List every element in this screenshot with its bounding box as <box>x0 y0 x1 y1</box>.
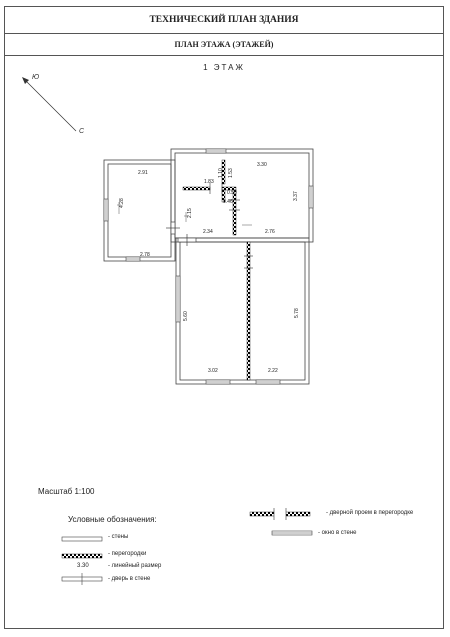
dim-lower-left-height: 5.60 <box>183 311 189 321</box>
compass-line <box>27 82 76 131</box>
legend-walls-label: - стены <box>108 534 129 540</box>
legend-linear-sample: 3.30 <box>77 563 89 569</box>
dim-153: 1.53 <box>228 168 234 178</box>
legend-partition-symbol <box>62 554 102 558</box>
lower-block-walls <box>176 238 309 384</box>
legend-partitions-label: - перегородки <box>108 551 147 557</box>
dim-annex-bottom: 2.78 <box>140 252 150 258</box>
legend-title: Условные обозначения: <box>68 515 157 524</box>
dimension-lines <box>117 202 252 225</box>
floor-label: 1 ЭТАЖ <box>203 63 245 72</box>
dim-110: 1.10 <box>218 168 224 178</box>
dim-upper-height: 3.37 <box>293 191 299 201</box>
upper-block-walls <box>171 149 313 242</box>
legend-linear-label: - линейный размер <box>108 563 162 569</box>
compass-south-label: Ю <box>32 74 40 81</box>
dim-276: 2.76 <box>265 229 275 235</box>
page-subtitle: ПЛАН ЭТАЖА (ЭТАЖЕЙ) <box>4 34 444 56</box>
dim-lower-right-width: 2.22 <box>268 368 278 374</box>
dim-annex-width: 2.91 <box>138 170 148 176</box>
dim-partition-183: 1.83 <box>204 179 214 185</box>
legend-door-wall-label: - дверь в стене <box>108 576 151 582</box>
partition-2 <box>183 187 210 190</box>
dim-annex-height: 4.28 <box>119 198 125 208</box>
compass-north-label: С <box>79 128 85 135</box>
scale-label: Масштаб 1:100 <box>38 487 95 496</box>
partition-5 <box>233 190 236 235</box>
partitions <box>183 160 250 380</box>
page-title: ТЕХНИЧЕСКИЙ ПЛАН ЗДАНИЯ <box>4 6 444 34</box>
dim-lower-left-width: 3.02 <box>208 368 218 374</box>
dim-upper-width: 3.30 <box>257 162 267 168</box>
legend-window-label: - окно в стене <box>318 530 357 536</box>
legend-door-partition-label: - дверной проем в перегородке <box>326 510 414 516</box>
legend-wall-symbol <box>62 537 102 541</box>
partition-6 <box>247 242 250 380</box>
dim-215: 2.15 <box>187 208 193 218</box>
dim-046: 0.46 <box>223 199 233 205</box>
dim-050: 0.50 <box>227 190 237 196</box>
compass <box>22 74 85 135</box>
dim-234: 2.34 <box>203 229 213 235</box>
dim-lower-right-height: 5.78 <box>294 308 300 318</box>
